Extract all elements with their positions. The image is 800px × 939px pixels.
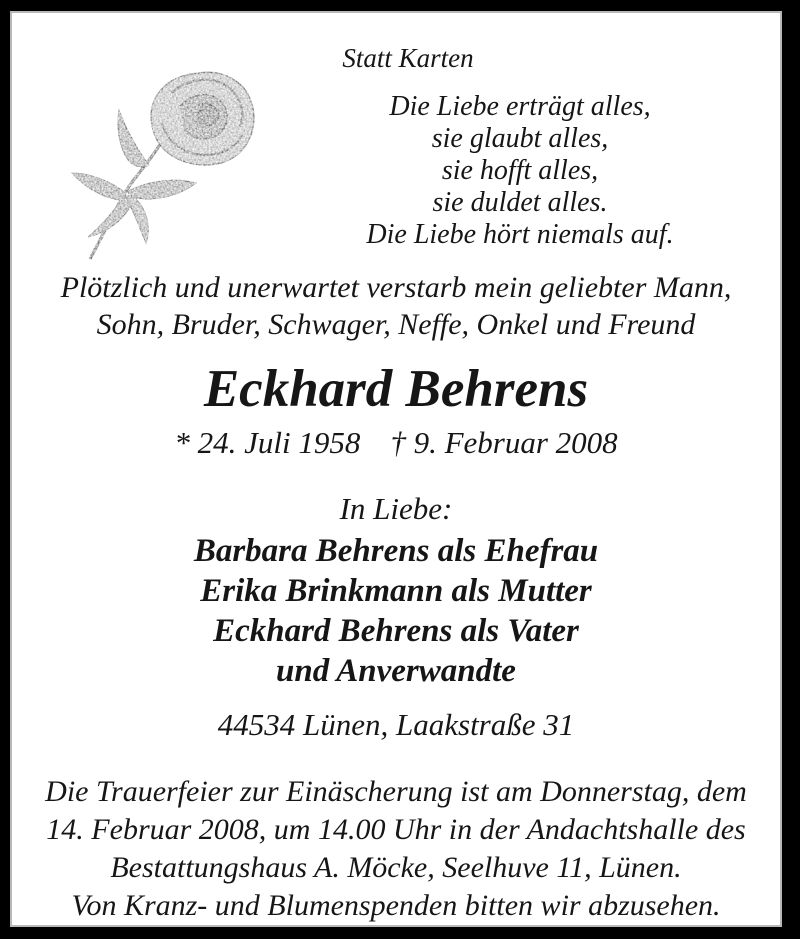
poem-line: Die Liebe erträgt alles,	[389, 91, 651, 122]
mourner-line: Eckhard Behrens als Vater	[213, 613, 579, 649]
funeral-info	[12, 773, 780, 925]
poem-line: Die Liebe hört niemals auf.	[366, 219, 674, 250]
death-date: † 9. Februar 2008	[390, 425, 618, 460]
poem-line: sie hofft alles,	[441, 155, 599, 186]
poem-block	[300, 91, 740, 251]
funeral-line: Die Trauerfeier zur Einäscherung ist am Donnerstag, dem	[45, 775, 747, 808]
funeral-line: Von Kranz- und Blumenspenden bitten wir abzusehen.	[71, 889, 721, 922]
mourners-list	[12, 531, 780, 691]
mourner-line: Barbara Behrens als Ehefrau	[193, 533, 599, 569]
birth-date: * 24. Juli 1958	[174, 425, 361, 460]
intro-paragraph	[12, 269, 780, 343]
poem-line: sie duldet alles.	[432, 187, 608, 218]
deceased-name: Eckhard Behrens	[203, 360, 589, 418]
mourner-line: Erika Brinkmann als Mutter	[200, 573, 592, 609]
funeral-line: 14. Februar 2008, um 14.00 Uhr in der Andachtshalle des	[46, 813, 746, 846]
funeral-line: Bestattungshaus A. Möcke, Seelhuve 11, Lünen.	[110, 851, 682, 884]
salutation: In Liebe:	[339, 491, 453, 526]
intro-line: Sohn, Bruder, Schwager, Neffe, Onkel und Freund	[96, 308, 696, 341]
rose-sketch-icon	[62, 63, 262, 268]
header-statt-karten: Statt Karten	[342, 43, 474, 73]
mourner-line: und Anverwandte	[276, 653, 516, 689]
intro-line: Plötzlich und unerwartet verstarb mein geliebter Mann,	[60, 271, 732, 304]
obituary-sheet	[12, 13, 780, 925]
poem-line: sie glaubt alles,	[431, 123, 609, 154]
address: 44534 Lünen, Laakstraße 31	[217, 707, 575, 742]
life-dates	[12, 425, 780, 461]
